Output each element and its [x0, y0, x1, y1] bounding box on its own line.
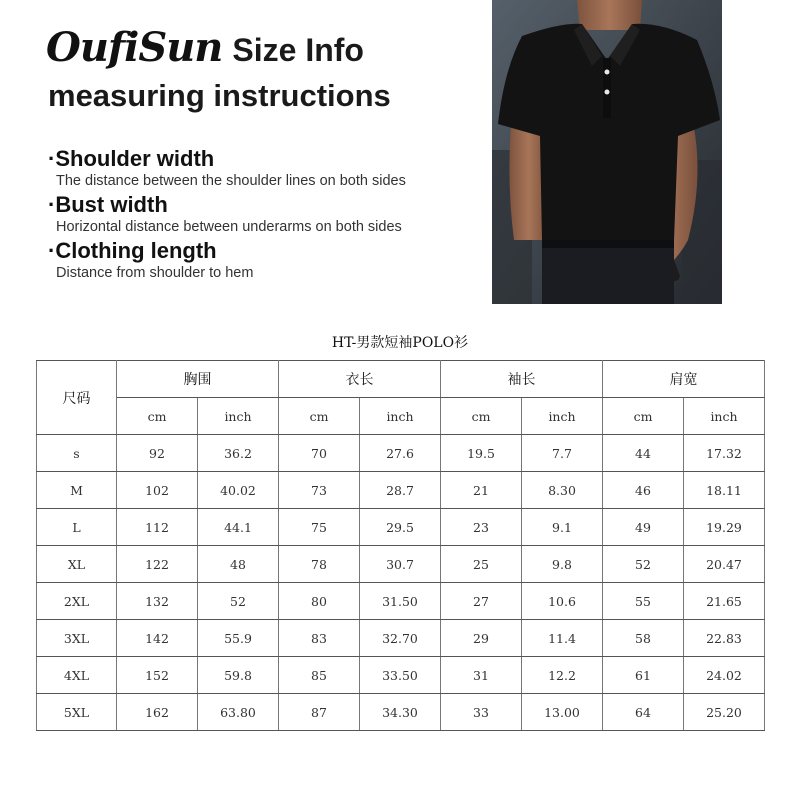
- measurement-title: ·Shoulder width: [48, 146, 215, 171]
- value-cell: 20.47: [684, 546, 765, 583]
- value-cell: 30.7: [360, 546, 441, 583]
- unit-header: inch: [684, 398, 765, 435]
- value-cell: 19.29: [684, 509, 765, 546]
- value-cell: 61: [603, 657, 684, 694]
- value-cell: 12.2: [522, 657, 603, 694]
- value-cell: 55: [603, 583, 684, 620]
- measurement-description: The distance between the shoulder lines on both sides: [56, 173, 406, 189]
- brand-logo: OufiSun: [46, 24, 223, 71]
- value-cell: 34.30: [360, 694, 441, 731]
- size-cell: L: [37, 509, 117, 546]
- value-cell: 52: [198, 583, 279, 620]
- table-row: [37, 472, 765, 509]
- value-cell: 55.9: [198, 620, 279, 657]
- value-cell: 33.50: [360, 657, 441, 694]
- value-cell: 7.7: [522, 435, 603, 472]
- size-cell: 3XL: [37, 620, 117, 657]
- value-cell: 29: [441, 620, 522, 657]
- value-cell: 23: [441, 509, 522, 546]
- value-cell: 142: [117, 620, 198, 657]
- value-cell: 21.65: [684, 583, 765, 620]
- value-cell: 11.4: [522, 620, 603, 657]
- size-cell: 4XL: [37, 657, 117, 694]
- group-header-sleeve: 袖长: [441, 361, 603, 398]
- value-cell: 122: [117, 546, 198, 583]
- value-cell: 75: [279, 509, 360, 546]
- value-cell: 80: [279, 583, 360, 620]
- value-cell: 85: [279, 657, 360, 694]
- unit-header: inch: [198, 398, 279, 435]
- value-cell: 27.6: [360, 435, 441, 472]
- table-row: [37, 546, 765, 583]
- size-cell: XL: [37, 546, 117, 583]
- value-cell: 19.5: [441, 435, 522, 472]
- size-table: [36, 360, 765, 731]
- value-cell: 87: [279, 694, 360, 731]
- table-row: [37, 694, 765, 731]
- value-cell: 46: [603, 472, 684, 509]
- model-photo: [492, 0, 722, 304]
- measurement-length: [48, 238, 253, 282]
- value-cell: 22.83: [684, 620, 765, 657]
- value-cell: 59.8: [198, 657, 279, 694]
- value-cell: 9.1: [522, 509, 603, 546]
- measurement-bust: [48, 192, 402, 236]
- size-header: 尺码: [37, 361, 117, 435]
- size-cell: s: [37, 435, 117, 472]
- size-cell: M: [37, 472, 117, 509]
- unit-header-row: [37, 398, 765, 435]
- size-cell: 2XL: [37, 583, 117, 620]
- table-row: [37, 620, 765, 657]
- table-row: [37, 509, 765, 546]
- unit-header: cm: [279, 398, 360, 435]
- size-info-heading: Size Info: [232, 32, 364, 68]
- value-cell: 9.8: [522, 546, 603, 583]
- value-cell: 13.00: [522, 694, 603, 731]
- value-cell: 44: [603, 435, 684, 472]
- table-row: [37, 435, 765, 472]
- value-cell: 31.50: [360, 583, 441, 620]
- model-photo-illustration: [492, 0, 722, 304]
- measuring-instructions-heading: measuring instructions: [48, 78, 391, 113]
- value-cell: 83: [279, 620, 360, 657]
- value-cell: 132: [117, 583, 198, 620]
- value-cell: 25: [441, 546, 522, 583]
- value-cell: 18.11: [684, 472, 765, 509]
- size-table-title: HT-男款短袖POLO衫: [331, 335, 469, 351]
- value-cell: 27: [441, 583, 522, 620]
- value-cell: 63.80: [198, 694, 279, 731]
- unit-header: cm: [603, 398, 684, 435]
- value-cell: 78: [279, 546, 360, 583]
- value-cell: 8.30: [522, 472, 603, 509]
- group-header-length: 衣长: [279, 361, 441, 398]
- value-cell: 70: [279, 435, 360, 472]
- value-cell: 92: [117, 435, 198, 472]
- value-cell: 17.32: [684, 435, 765, 472]
- value-cell: 36.2: [198, 435, 279, 472]
- value-cell: 31: [441, 657, 522, 694]
- value-cell: 25.20: [684, 694, 765, 731]
- value-cell: 28.7: [360, 472, 441, 509]
- measurement-description: Horizontal distance between underarms on both sides: [56, 219, 402, 235]
- value-cell: 64: [603, 694, 684, 731]
- size-cell: 5XL: [37, 694, 117, 731]
- unit-header: cm: [117, 398, 198, 435]
- value-cell: 152: [117, 657, 198, 694]
- value-cell: 102: [117, 472, 198, 509]
- value-cell: 112: [117, 509, 198, 546]
- measurement-description: Distance from shoulder to hem: [56, 265, 254, 281]
- value-cell: 162: [117, 694, 198, 731]
- value-cell: 40.02: [198, 472, 279, 509]
- table-row: [37, 657, 765, 694]
- value-cell: 33: [441, 694, 522, 731]
- table-row: [37, 583, 765, 620]
- unit-header: inch: [360, 398, 441, 435]
- value-cell: 52: [603, 546, 684, 583]
- measurement-title: ·Clothing length: [48, 238, 217, 263]
- brand-header: [46, 24, 364, 80]
- measurement-shoulder: [48, 146, 406, 190]
- value-cell: 48: [198, 546, 279, 583]
- value-cell: 44.1: [198, 509, 279, 546]
- unit-header: inch: [522, 398, 603, 435]
- measurement-title: ·Bust width: [48, 192, 168, 217]
- group-header-bust: 胸围: [117, 361, 279, 398]
- group-header-shoulder: 肩宽: [603, 361, 765, 398]
- group-header-row: [37, 361, 765, 398]
- value-cell: 58: [603, 620, 684, 657]
- value-cell: 21: [441, 472, 522, 509]
- value-cell: 49: [603, 509, 684, 546]
- value-cell: 10.6: [522, 583, 603, 620]
- value-cell: 29.5: [360, 509, 441, 546]
- value-cell: 73: [279, 472, 360, 509]
- unit-header: cm: [441, 398, 522, 435]
- value-cell: 24.02: [684, 657, 765, 694]
- value-cell: 32.70: [360, 620, 441, 657]
